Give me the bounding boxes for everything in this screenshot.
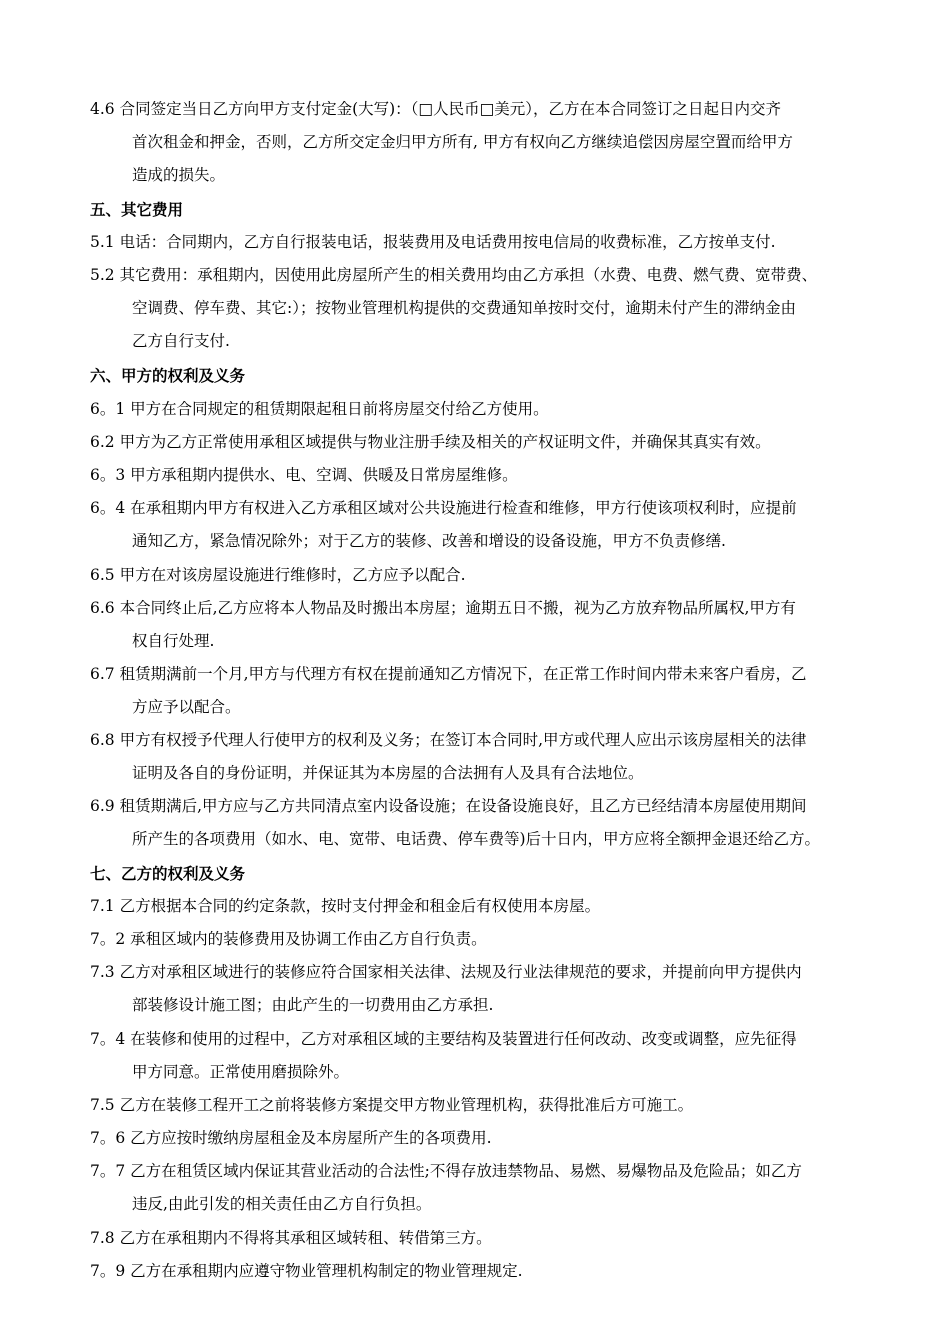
clause-continuation-line: 通知乙方，紧急情况除外；对于乙方的装修、改善和增设的设备设施，甲方不负责修缮. bbox=[132, 532, 726, 550]
clause-line: 5.2 其它费用：承租期内，因使用此房屋所产生的相关费用均由乙方承担（水费、电费、燃气费、宽带费、 bbox=[90, 266, 818, 284]
clause-paragraph bbox=[90, 956, 880, 1022]
clause-paragraph bbox=[90, 1222, 880, 1255]
clause-paragraph bbox=[90, 1089, 880, 1122]
clause-line: 7.1 乙方根据本合同的约定条款，按时支付押金和租金后有权使用本房屋。 bbox=[90, 897, 601, 915]
section-heading bbox=[90, 857, 880, 890]
clause-paragraph bbox=[90, 890, 880, 923]
section-heading bbox=[90, 193, 880, 226]
clause-line: 7.5 乙方在装修工程开工之前将装修方案提交甲方物业管理机构，获得批准后方可施工。 bbox=[90, 1096, 694, 1114]
clause-paragraph bbox=[90, 459, 880, 492]
clause-line: 6。3 甲方承租期内提供水、电、空调、供暖及日常房屋维修。 bbox=[90, 466, 518, 484]
clause-continuation-line: 首次租金和押金，否则，乙方所交定金归甲方所有, 甲方有权向乙方继续追偿因房屋空置而给甲方 bbox=[132, 133, 793, 151]
clause-line: 6.8 甲方有权授予代理人行使甲方的权利及义务；在签订本合同时,甲方或代理人应出示该房屋相关的法律 bbox=[90, 731, 807, 749]
clause-paragraph bbox=[90, 492, 880, 558]
clause-paragraph bbox=[90, 259, 880, 358]
clause-paragraph bbox=[90, 658, 880, 724]
clause-line: 5.1 电话：合同期内，乙方自行报装电话，报装费用及电话费用按电信局的收费标准，乙方按单支付. bbox=[90, 233, 776, 251]
clause-paragraph bbox=[90, 426, 880, 459]
clause-continuation-line: 造成的损失。 bbox=[132, 166, 226, 184]
clause-paragraph bbox=[90, 1155, 880, 1221]
clause-paragraph bbox=[90, 559, 880, 592]
clause-continuation-line: 权自行处理. bbox=[132, 632, 215, 650]
clause-line: 6.5 甲方在对该房屋设施进行维修时，乙方应予以配合. bbox=[90, 566, 466, 584]
clause-paragraph bbox=[90, 1122, 880, 1155]
clause-continuation-line: 空调费、停车费、其它:）；按物业管理机构提供的交费通知单按时交付，逾期未付产生的滞纳金由 bbox=[132, 299, 796, 317]
clause-line: 6。4 在承租期内甲方有权进入乙方承租区域对公共设施进行检查和维修，甲方行使该项权利时，应提前 bbox=[90, 499, 797, 517]
clause-line: 7。6 乙方应按时缴纳房屋租金及本房屋所产生的各项费用. bbox=[90, 1129, 492, 1147]
clause-continuation-line: 证明及各自的身份证明，并保证其为本房屋的合法拥有人及具有合法地位。 bbox=[132, 764, 644, 782]
clause-line: 7。9 乙方在承租期内应遵守物业管理机构制定的物业管理规定. bbox=[90, 1262, 523, 1280]
section-heading bbox=[90, 359, 880, 392]
clause-continuation-line: 所产生的各项费用（如水、电、宽带、电话费、停车费等)后十日内，甲方应将全额押金退还给乙方。 bbox=[132, 830, 821, 848]
clause-paragraph bbox=[90, 923, 880, 956]
clause-line: 7。4 在装修和使用的过程中，乙方对承租区域的主要结构及装置进行任何改动、改变或调整，应先征得 bbox=[90, 1030, 797, 1048]
clause-paragraph bbox=[90, 93, 880, 192]
clause-paragraph bbox=[90, 790, 880, 856]
clause-line: 7.3 乙方对承租区域进行的装修应符合国家相关法律、法规及行业法律规范的要求，并提前向甲方提供内 bbox=[90, 963, 802, 981]
clause-line: 6.6 本合同终止后,乙方应将本人物品及时搬出本房屋；逾期五日不搬，视为乙方放弃物品所属权,甲方有 bbox=[90, 599, 796, 617]
clause-continuation-line: 违反,由此引发的相关责任由乙方自行负担。 bbox=[132, 1195, 432, 1213]
clause-line: 7。7 乙方在租赁区域内保证其营业活动的合法性;不得存放违禁物品、易燃、易爆物品及危险品；如乙方 bbox=[90, 1162, 802, 1180]
clause-line: 7.8 乙方在承租期内不得将其承租区域转租、转借第三方。 bbox=[90, 1229, 492, 1247]
clause-line: 6。1 甲方在合同规定的租赁期限起租日前将房屋交付给乙方使用。 bbox=[90, 400, 549, 418]
clause-continuation-line: 部装修设计施工图；由此产生的一切费用由乙方承担. bbox=[132, 996, 494, 1014]
clause-line: 4.6 合同签定当日乙方向甲方支付定金(大写)：（□人民币□美元），乙方在本合同签订之日起日内交齐 bbox=[90, 100, 781, 118]
clause-line: 六、甲方的权利及义务 bbox=[90, 366, 246, 385]
clause-continuation-line: 甲方同意。正常使用磨损除外。 bbox=[132, 1063, 350, 1081]
clause-paragraph bbox=[90, 393, 880, 426]
clause-paragraph bbox=[90, 724, 880, 790]
clause-paragraph bbox=[90, 1255, 880, 1288]
clause-continuation-line: 乙方自行支付. bbox=[132, 332, 230, 350]
clause-line: 6.7 租赁期满前一个月,甲方与代理方有权在提前通知乙方情况下，在正常工作时间内带未来客户看房，乙 bbox=[90, 665, 807, 683]
clause-line: 七、乙方的权利及义务 bbox=[90, 864, 246, 883]
clause-line: 五、其它费用 bbox=[90, 200, 184, 219]
clause-line: 7。2 承租区域内的装修费用及协调工作由乙方自行负责。 bbox=[90, 930, 487, 948]
clause-paragraph bbox=[90, 226, 880, 259]
clause-paragraph bbox=[90, 1023, 880, 1089]
clause-line: 6.2 甲方为乙方正常使用承租区域提供与物业注册手续及相关的产权证明文件，并确保其真实有效。 bbox=[90, 433, 771, 451]
clause-paragraph bbox=[90, 592, 880, 658]
clause-line: 6.9 租赁期满后,甲方应与乙方共同清点室内设备设施；在设备设施良好，且乙方已经结清本房屋使用期间 bbox=[90, 797, 807, 815]
clause-continuation-line: 方应予以配合。 bbox=[132, 698, 241, 716]
